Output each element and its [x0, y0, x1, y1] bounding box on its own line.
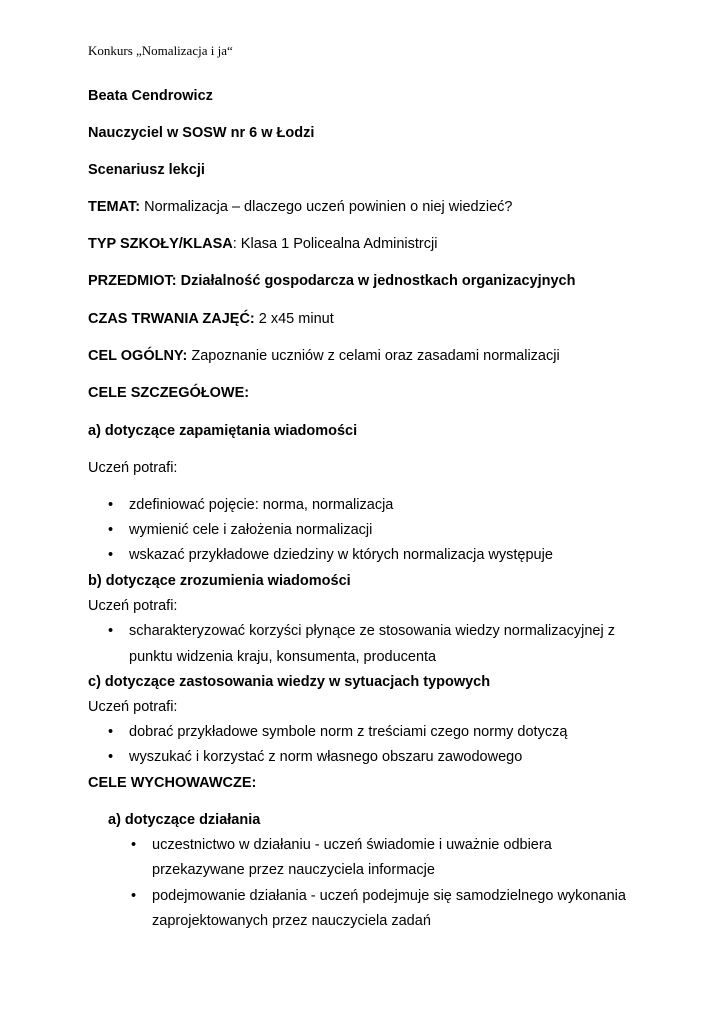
topic-value: Normalizacja – dlaczego uczeń powinien o niej wiedzieć? — [140, 199, 513, 215]
list-item: wymienić cele i założenia normalizacji — [129, 522, 373, 538]
section-a-heading: a) dotyczące zapamiętania wiadomości — [88, 423, 358, 439]
author-position: Nauczyciel w SOSW nr 6 w Łodzi — [88, 125, 315, 141]
list-item: zdefiniować pojęcie: norma, normalizacja — [129, 497, 394, 513]
section-b-heading: b) dotyczące zrozumienia wiadomości — [88, 573, 351, 589]
topic-label: TEMAT: — [88, 199, 141, 215]
general-goal-label: CEL OGÓLNY: — [88, 348, 188, 364]
subject-line: PRZEDMIOT: Działalność gospodarcza w jednostkach organizacyjnych — [88, 273, 576, 289]
bullet-icon: • — [108, 623, 114, 639]
duration-value: 2 x45 minut — [254, 311, 334, 327]
list-item: scharakteryzować korzyści płynące ze stosowania wiedzy normalizacyjnej z — [129, 623, 615, 639]
bullet-icon: • — [131, 837, 137, 853]
bullet-icon: • — [108, 522, 114, 538]
author-name: Beata Cendrowicz — [88, 88, 213, 104]
list-item: wskazać przykładowe dziedziny w których normalizacja występuje — [129, 547, 553, 563]
general-goal-line — [88, 347, 560, 365]
school-type-line — [88, 235, 437, 253]
educational-goals-heading: CELE WYCHOWAWCZE: — [88, 775, 257, 791]
list-item-continuation: zaprojektowanych przez nauczyciela zadań — [152, 913, 431, 929]
school-type-value: : Klasa 1 Policealna Administrcji — [232, 236, 438, 252]
list-item: dobrać przykładowe symbole norm z treściami czego normy dotyczą — [129, 724, 568, 740]
general-goal-value: Zapoznanie uczniów z celami oraz zasadami normalizacji — [187, 348, 560, 364]
duration-label: CZAS TRWANIA ZAJĘĆ: — [88, 311, 255, 327]
section-b-intro: Uczeń potrafi: — [88, 598, 178, 614]
bullet-icon: • — [108, 724, 114, 740]
list-item: uczestnictwo w działaniu - uczeń świadomie i uważnie odbiera — [152, 837, 552, 853]
bullet-icon: • — [108, 749, 114, 765]
section-c-intro: Uczeń potrafi: — [88, 699, 178, 715]
list-item: wyszukać i korzystać z norm własnego obszaru zawodowego — [129, 749, 523, 765]
page-header: Konkurs „Nomalizacja i ja“ — [88, 43, 233, 58]
bullet-icon: • — [108, 547, 114, 563]
duration-line — [88, 310, 334, 328]
list-item: podejmowanie działania - uczeń podejmuje się samodzielnego wykonania — [152, 888, 626, 904]
bullet-icon: • — [108, 497, 114, 513]
section-c-heading: c) dotyczące zastosowania wiedzy w sytuacjach typowych — [88, 674, 491, 690]
bullet-icon: • — [131, 888, 137, 904]
section-a-intro: Uczeń potrafi: — [88, 460, 178, 476]
list-item-continuation: przekazywane przez nauczyciela informacje — [152, 862, 435, 878]
wych-a-heading: a) dotyczące działania — [108, 812, 261, 828]
specific-goals-heading: CELE SZCZEGÓŁOWE: — [88, 385, 250, 401]
list-item-continuation: punktu widzenia kraju, konsumenta, producenta — [129, 649, 437, 665]
school-type-label: TYP SZKOŁY/KLASA — [88, 236, 233, 252]
document-type: Scenariusz lekcji — [88, 162, 205, 178]
topic-line — [88, 198, 512, 216]
